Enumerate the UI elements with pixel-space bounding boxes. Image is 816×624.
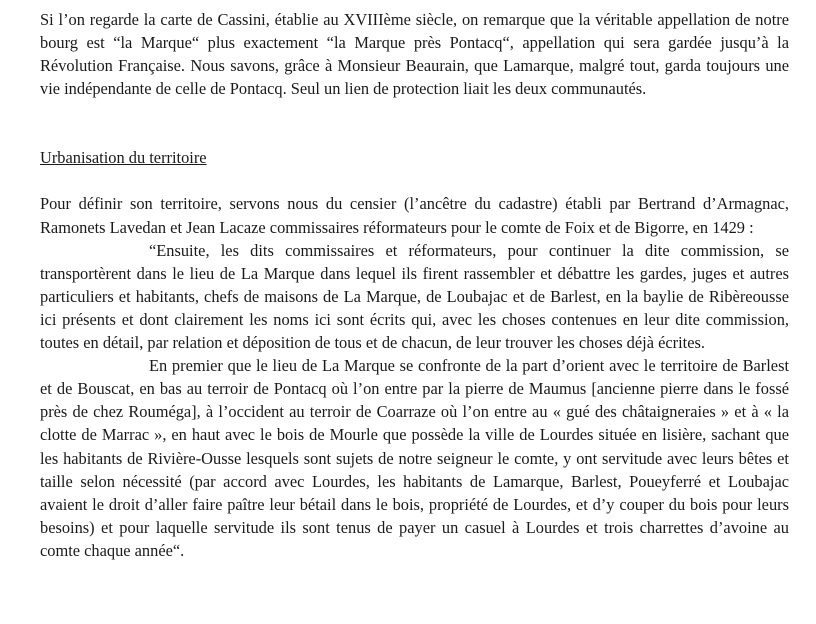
census-paragraph: Pour définir son territoire, servons nous du censier (l’ancêtre du cadastre) établi par Bertrand d’Armagnac, Ramonets Lavedan et Jean Lacaze commissaires réformateurs pour le comte de Foix et de Bigorre, en 1429 : [40, 194, 789, 237]
intro-paragraph: Si l’on regarde la carte de Cassini, établie au XVIIIème siècle, on remarque que la véritable appellation de notre bourg est “la Marque“ plus exactement “la Marque près Pontacq“, appellation qui sera gardée jusqu’à la Révolution Française. Nous savons, grâce à Monsieur Beaurain, que Lamarque, malgré tout, garda toujours une vie indépendante de celle de Pontacq. Seul un lien de protection liait les deux communautés. [40, 10, 789, 99]
spacer [40, 100, 789, 146]
section-heading: Urbanisation du territoire [40, 148, 207, 168]
quote-paragraph-2: En premier que le lieu de La Marque se confronte de la part d’orient avec le territoire de Barlest et de Bouscat, en bas au terroir de Pontacq où l’on entre par la pierre de Maumus [ancienne pierre dans le fossé près de chez Rouméga], à l’occident au terroir de Coarraze où l’on entre au « gué des châtaigneraies » et à « la clotte de Marrac », en haut avec le bois de Mourle que possède la ville de Lourdes située en lisière, sachant que les habitants de Rivière-Ousse lesquels sont sujets de notre seigneur le comte, y ont servitude avec leurs bêtes et taille selon nécessité (par accord avec Lourdes, les habitants de Lamarque, Barlest, Poueyferré et Loubajac avaient le droit d’aller faire paître leur bétail dans le bois, propriété de Lourdes, et d’y couper du bois pour leurs besoins) et pour laquelle servitude ils sont tenus de payer un casuel à Lourdes et trois charrettes d’avoine au comte chaque année“. [40, 356, 789, 560]
document-page [40, 8, 789, 562]
quote-paragraph-1: “Ensuite, les dits commissaires et réformateurs, pour continuer la dite commission, se transportèrent dans le lieu de La Marque dans lequel ils firent rassembler et débattre les gardes, juges et autres particuliers et habitants, chefs de maisons de La Marque, de Loubajac et de Barlest, en la baylie de Ribèreousse ici présents et dont clairement les noms ici sont écrits qui, avec les choses contenues en leur dite commission, toutes en détail, par relation et déposition de tous et de chacun, de leur trouver les choses déjà écrites. [40, 240, 789, 353]
spacer [40, 169, 789, 192]
